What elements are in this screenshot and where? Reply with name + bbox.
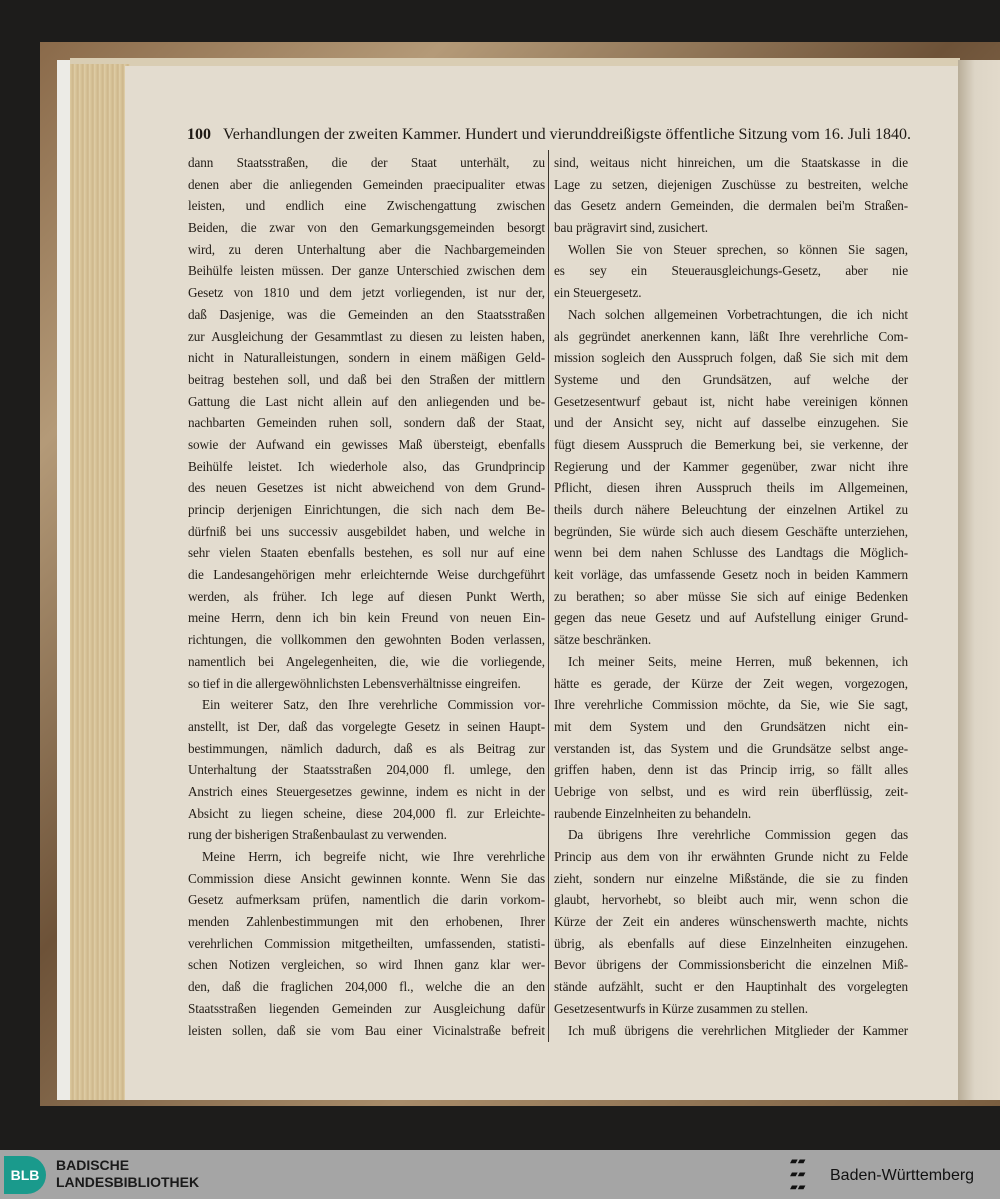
text-line: Ihre verehrliche Commission möchte, da Sie, wie Sie sagt, bbox=[554, 697, 908, 713]
text-line: Lage zu setzen, diejenigen Zuschüsse zu bestreiten, welche bbox=[554, 176, 908, 192]
text-line: und der Ansicht sey, nicht auf dasselbe einzugehen. Sie bbox=[554, 415, 908, 431]
text-line: nicht in Naturalleistungen, sondern in einem mäßigen Geld- bbox=[188, 350, 545, 366]
text-line: den, daß die fraglichen 204,000 fl., welche die an den bbox=[188, 979, 545, 995]
text-line: Gesetzesentwurf gebaut ist, nicht habe vereinigen können bbox=[554, 393, 908, 409]
text-line: Da übrigens Ihre verehrliche Commission gegen das bbox=[568, 827, 908, 843]
text-line: wenn bei dem nahen Schlusse des Landtags die Möglich- bbox=[554, 545, 908, 561]
text-line: Gesetzesentwurfs in Kürze zusammen zu stellen. bbox=[554, 1000, 808, 1016]
text-line: Nach solchen allgemeinen Vorbetrachtungen, die ich nicht bbox=[568, 306, 908, 322]
text-line: dürfniß bei uns successiv ausgebildet haben, und welche in bbox=[188, 523, 545, 539]
text-line: Unterhaltung der Staatsstraßen 204,000 fl. umlege, den bbox=[188, 762, 545, 778]
text-line: fügt diesem Ausspruch die Bemerkung bei, sie verkenne, der bbox=[554, 436, 908, 452]
text-line: Staatsstraßen liegenden Gemeinden zur Ausgleichung dafür bbox=[188, 1000, 545, 1016]
text-line: beitrag bestehen soll, und daß bei den Straßen der mittlern bbox=[188, 371, 545, 387]
state-name: Baden-Württemberg bbox=[830, 1167, 975, 1184]
next-page-curl bbox=[958, 60, 1000, 1100]
lions-coat-of-arms-icon: ▰▰ ▰▰ ▰▰ bbox=[790, 1156, 806, 1193]
text-line: rung der bisherigen Straßenbaulast zu verwenden. bbox=[188, 827, 447, 843]
text-line: sehr vielen Staaten ebenfalls bestehen, es soll nur auf eine bbox=[188, 545, 545, 561]
text-line: Beihülfe leisten müssen. Der ganze Unterschied zwischen dem bbox=[188, 263, 545, 279]
library-name-line2: LANDESBIBLIOTHEK bbox=[56, 1174, 200, 1190]
text-line: leisten sollen, daß sie vom Bau einer Vicinalstraße befreit bbox=[188, 1022, 545, 1038]
text-line: daß Dasjenige, was die Gemeinden an den Staatsstraßen bbox=[188, 306, 545, 322]
page-number: 100 bbox=[187, 126, 211, 143]
text-line: raubende Einzelnheiten zu behandeln. bbox=[554, 805, 752, 821]
text-line: Wollen Sie von Steuer sprechen, so können Sie sagen, bbox=[568, 241, 908, 257]
footer-bar bbox=[0, 1150, 1000, 1199]
text-line: meine Herrn, denn ich bin kein Freund von neuen Ein- bbox=[188, 610, 545, 626]
text-line: princip derjenigen Einrichtungen, die sich nach dem Be- bbox=[188, 502, 545, 517]
text-line: sätze beschränken. bbox=[554, 632, 652, 648]
text-line: Systeme und den Grundsätzen, auf welche der bbox=[554, 371, 908, 387]
text-line: Beihülfe leistet. Ich wiederhole also, das Grundprincip bbox=[188, 458, 545, 474]
text-line: übrig, als ebenfalls auf diese Einzelnheiten einzugehen. bbox=[554, 935, 908, 951]
text-line: Commission diese Ansicht gewinnen konnte. Wenn Sie das bbox=[188, 870, 545, 886]
text-line: denen aber die anliegenden Gemeinden praecipualiter etwas bbox=[188, 176, 545, 192]
page-edges bbox=[70, 64, 130, 1100]
text-line: Absicht zu liegen scheine, diese 204,000 fl. zur Erleichte- bbox=[188, 805, 545, 821]
text-line: sowie der Aufwand ein gewisses Maß übersteigt, ebenfalls bbox=[188, 436, 545, 452]
text-line: dann Staatsstraßen, die der Staat unterhält, zu bbox=[188, 155, 545, 170]
text-line: Bevor übrigens der Commissionsbericht die einzelnen Miß- bbox=[554, 957, 908, 973]
text-line: theils durch nähere Beleuchtung der einzelnen Artikel zu bbox=[554, 502, 908, 517]
text-line: es sey ein Steuerausgleichungs-Gesetz, aber nie bbox=[554, 263, 908, 279]
text-line: Anstrich eines Steuergesetzes gewinne, indem es nicht in der bbox=[188, 783, 545, 799]
text-line: Ein weiterer Satz, den Ihre verehrliche Commission vor- bbox=[202, 697, 545, 713]
text-line: so tief in die allergewöhnlichsten Lebensverhältnisse eingreifen. bbox=[188, 675, 521, 691]
text-column-right bbox=[554, 152, 908, 1041]
blb-logo[interactable]: BLB bbox=[4, 1156, 46, 1194]
text-line: verstanden ist, das System und die Grundsätze selbst ange- bbox=[554, 740, 908, 756]
text-line: nachbarten Gemeinden ruhen soll, sondern daß der Staat, bbox=[188, 415, 545, 431]
text-line: Ich meiner Seits, meine Herren, muß bekennen, ich bbox=[568, 653, 908, 669]
text-line: keit vorläge, das umfassende Gesetz noch in beiden Kammern bbox=[554, 567, 908, 583]
text-line: des neuen Gesetzes ist nicht abweichend von dem Grund- bbox=[188, 480, 545, 496]
text-line: anstellt, ist Der, daß das vorgelegte Gesetz in seinen Haupt- bbox=[188, 718, 545, 734]
library-name-line1: BADISCHE bbox=[56, 1157, 130, 1173]
text-line: bau prägravirt sind, zusichert. bbox=[554, 220, 708, 236]
text-line: Gattung die Last nicht allein auf den anliegenden und be- bbox=[188, 393, 545, 409]
text-line: gegen das neue Gesetz und auf Aufstellung einiger Grund- bbox=[554, 610, 908, 626]
text-line: Beiden, die zwar von den Gemarkungsgemeinden besorgt bbox=[188, 220, 545, 236]
text-line: als gegründet anerkennen kann, läßt Ihre verehrliche Com- bbox=[554, 328, 908, 344]
text-line: bestimmungen, nämlich dadurch, daß es als Beitrag zur bbox=[188, 740, 545, 756]
text-line: hätte es gerade, der Kürze der Zeit wegen, vorgezogen, bbox=[554, 675, 908, 691]
text-line: zu berathen; so aber müsse Sie sich auf einige Bedenken bbox=[554, 588, 908, 604]
text-line: werden, als früher. Ich lege auf diesen Punkt Werth, bbox=[188, 588, 545, 604]
text-line: Gesetz aufmerksam prüfen, namentlich die darin vorkom- bbox=[188, 892, 545, 908]
text-line: griffen haben, denn ist das Princip irrig, so fällt alles bbox=[554, 762, 908, 778]
text-line: verehrlichen Commission mitgetheilten, umfassenden, statisti- bbox=[188, 935, 545, 951]
text-line: begründen, Sie würde sich auch diesem Geschäfte unterziehen, bbox=[554, 523, 908, 539]
running-header bbox=[187, 126, 911, 144]
text-line: das Gesetz andern Gemeinden, die dermalen bei'm Straßen- bbox=[554, 198, 908, 214]
text-line: Princip aus dem von ihr erwähnten Grunde nicht zu Felde bbox=[554, 849, 908, 864]
text-line: sind, weitaus nicht hinreichen, um die Staatskasse in die bbox=[554, 155, 908, 170]
running-title: Verhandlungen der zweiten Kammer. Hundert und vierunddreißigste öffentliche Sitzung vom 16. Juli 1840. bbox=[223, 126, 911, 143]
column-divider bbox=[548, 150, 549, 1042]
text-line: zur Ausgleichung der Gesammtlast zu diesen zu leisten haben, bbox=[188, 328, 545, 344]
text-line: die Landesangehörigen mehr erleichternde Weise durchgeführt bbox=[188, 567, 545, 583]
text-line: stände aufzählt, sucht er den Hauptinhalt des vorgelegten bbox=[554, 979, 908, 995]
text-line: namentlich bei Angelegenheiten, die, wie die vorliegende, bbox=[188, 653, 545, 669]
text-line: mit dem System und den Grundsätzen nicht ein- bbox=[554, 718, 908, 734]
text-line: menden Zahlenbestimmungen mit den erhobenen, Ihrer bbox=[188, 914, 545, 930]
text-line: Uebrige von selbst, und es wird rein überflüssig, zeit- bbox=[554, 783, 908, 799]
text-line: zieht, sondern nur einzelne Mißstände, die sie zu finden bbox=[554, 870, 908, 886]
page-top-edge bbox=[70, 58, 960, 66]
text-line: leisten, und endlich eine Zwischengattung zwischen bbox=[188, 198, 545, 214]
text-line: ein Steuergesetz. bbox=[554, 285, 642, 301]
text-line: Kürze der Zeit ein anderes wünschenswerth machte, nichts bbox=[554, 914, 908, 930]
text-line: Gesetz von 1810 und dem jetzt vorliegenden, ist nur der, bbox=[188, 285, 545, 301]
text-line: Pflicht, diesen ihren Ausspruch theils im Allgemeinen, bbox=[554, 480, 908, 496]
text-line: wird, zu deren Unterhaltung aber die Nachbargemeinden bbox=[188, 241, 545, 257]
text-line: Ich muß übrigens die verehrlichen Mitglieder der Kammer bbox=[568, 1022, 908, 1038]
text-line: glaubt, hervorhebt, so bleibt auch mir, wenn schon die bbox=[554, 892, 908, 908]
text-line: schen Notizen vergleichen, so wird Ihnen ganz klar wer- bbox=[188, 957, 545, 973]
text-line: richtungen, die vollkommen den gewohnten Boden verlassen, bbox=[188, 632, 545, 648]
text-line: mission sogleich den Ausspruch folgen, daß Sie sich mit dem bbox=[554, 350, 908, 366]
library-name[interactable] bbox=[56, 1157, 199, 1191]
text-line: Regierung und der Kammer gegenüber, zwar nicht ihre bbox=[554, 458, 908, 474]
text-column-left bbox=[188, 152, 545, 1041]
text-line: Meine Herrn, ich begreife nicht, wie Ihre verehrliche bbox=[202, 849, 545, 864]
